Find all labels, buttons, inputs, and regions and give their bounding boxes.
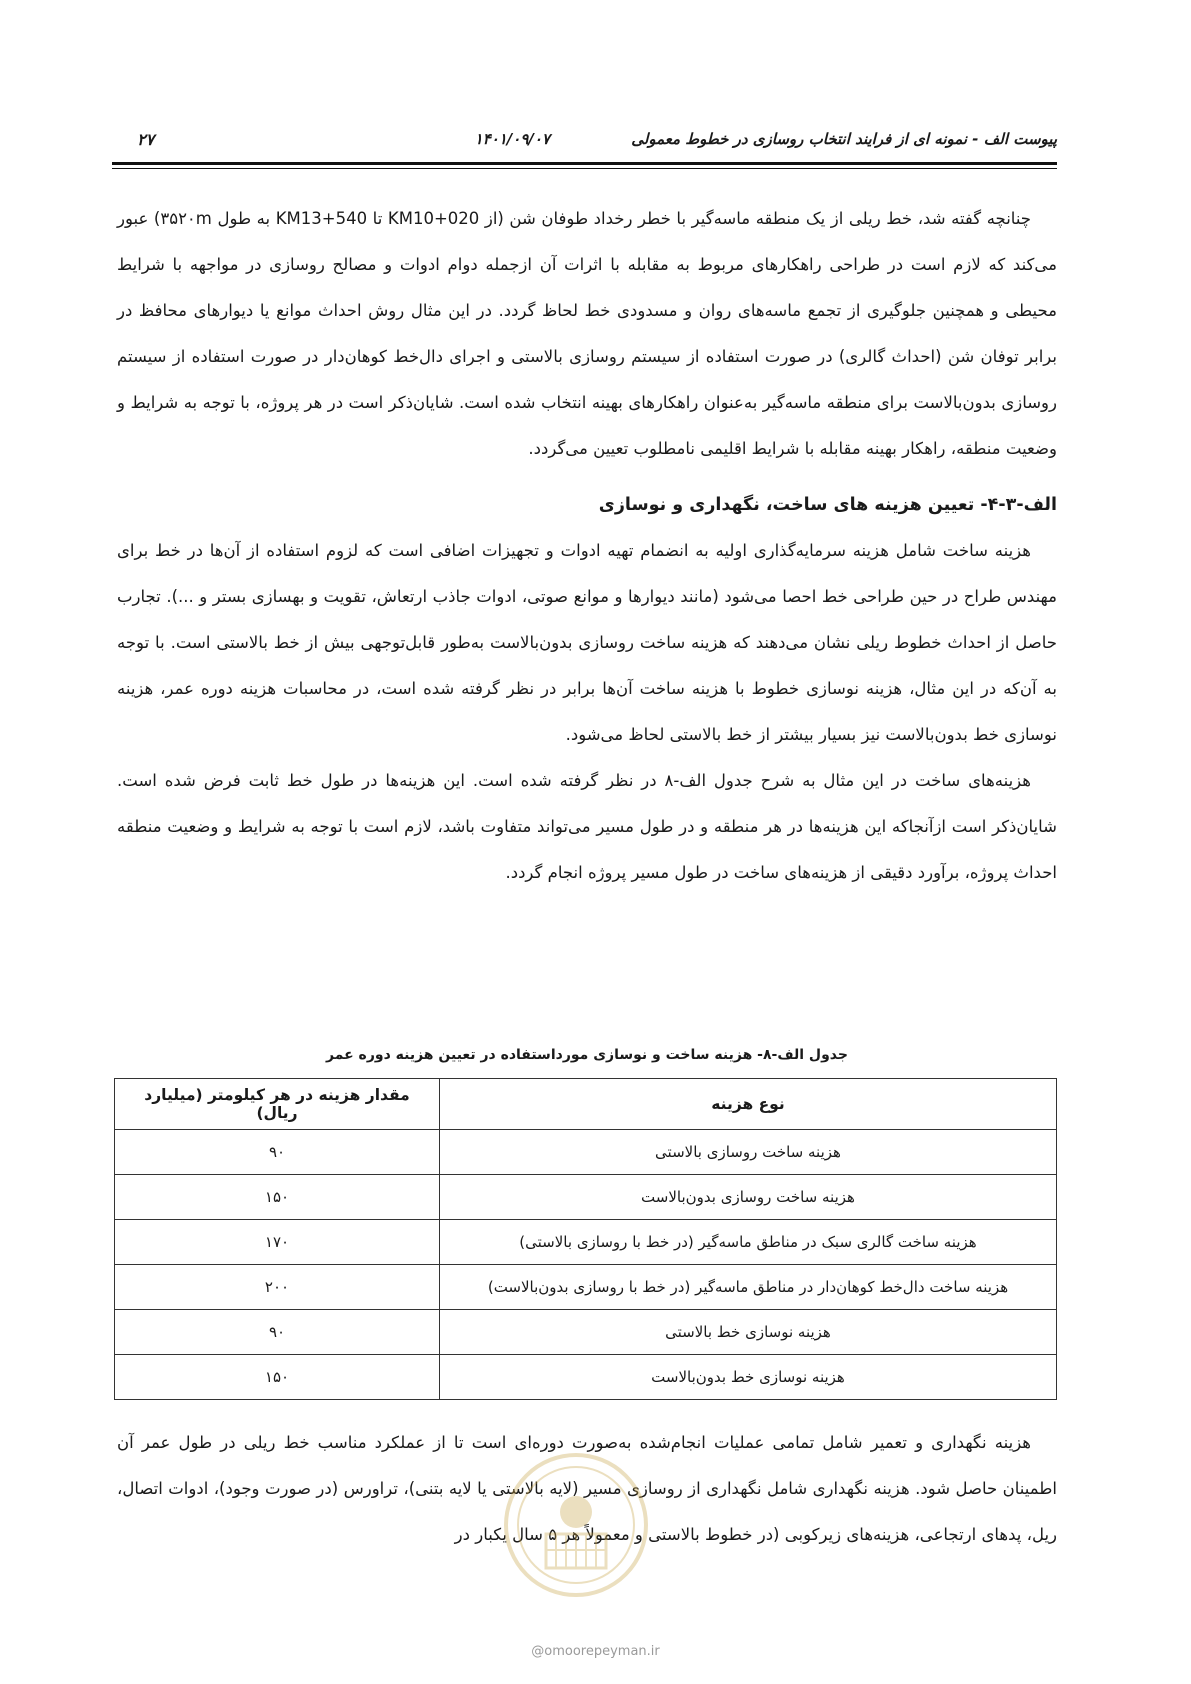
cost-table <box>114 1078 1057 1400</box>
table-row <box>115 1130 1057 1175</box>
column-header-type: نوع هزینه <box>440 1079 1057 1130</box>
cost-amount-cell: ۱۵۰ <box>115 1355 440 1400</box>
watermark-url: @omoorepeyman.ir <box>531 1644 660 1659</box>
cost-amount-cell: ۹۰ <box>115 1130 440 1175</box>
paragraph-cost-table-intro: هزینه‌های ساخت در این مثال به شرح جدول الف-۸ در نظر گرفته شده است. این هزینه‌ها در طول خط ثابت فرض شده است. شایان‌ذکر است ازآنجاکه این هزینه‌ها در هر منطقه و در طول مسیر می‌تواند متفاوت باشد، لازم است با توجه به شرایط و وضعیت منطقه احداث پروژه، برآورد دقیقی از هزینه‌های ساخت در طول مسیر پروژه انجام گردد. <box>117 771 1057 882</box>
seal-logo-icon <box>501 1450 651 1600</box>
paragraph-maintenance-cost: هزینه نگهداری و تعمیر شامل تمامی عملیات انجام‌شده به‌صورت دوره‌ای است تا از عملکرد مناسب خط ریلی در طول عمر آن اطمینان حاصل شود. هزینه نگهداری شامل نگهداری از روسازی مسیر (لایه بالاستی یا لایه بتنی)، تراورس (در صورت وجود)، ادوات اتصال، ریل، پدهای ارتجاعی، هزینه‌های زیرکوبی (در خطوط بالاستی و معمولاً هر ۵ سال یکبار در <box>117 1433 1057 1544</box>
header-date: ۱۴۰۱/۰۹/۰۷ <box>474 130 550 148</box>
page-number: ۲۷ <box>137 130 155 149</box>
table-row <box>115 1175 1057 1220</box>
cost-type-cell: هزینه نوسازی خط بالاستی <box>440 1310 1057 1355</box>
page-header <box>112 126 1057 156</box>
cost-amount-cell: ۱۷۰ <box>115 1220 440 1265</box>
cost-type-cell: هزینه ساخت روسازی بدون‌بالاست <box>440 1175 1057 1220</box>
header-rule-thick <box>112 162 1057 165</box>
body-content <box>117 196 1057 896</box>
cost-type-cell: هزینه ساخت روسازی بالاستی <box>440 1130 1057 1175</box>
cost-amount-cell: ۱۵۰ <box>115 1175 440 1220</box>
table-row <box>115 1265 1057 1310</box>
paragraph-construction-cost: هزینه ساخت شامل هزینه سرمایه‌گذاری اولیه به انضمام تهیه ادوات و تجهیزات اضافی است که لزوم استفاده از آن‌ها در خط برای مهندس طراح در حین طراحی خط احصا می‌شود (مانند دیوارها و موانع صوتی، ادوات جاذب ارتعاش، تقویت و بهسازی بستر و ...). تجارب حاصل از احداث خطوط ریلی نشان می‌دهند که هزینه ساخت روسازی بدون‌بالاست به‌طور قابل‌توجهی بیش از خط بالاستی است. با توجه به آن‌که در این مثال، هزینه نوسازی خطوط با هزینه ساخت آن‌ها برابر در نظر گرفته شده است، در محاسبات هزینه دوره عمر، هزینه نوسازی خط بدون‌بالاست نیز بسیار بیشتر از خط بالاستی لحاظ می‌شود. <box>117 541 1057 744</box>
table-row <box>115 1220 1057 1265</box>
cost-amount-cell: ۹۰ <box>115 1310 440 1355</box>
cost-type-cell: هزینه ساخت گالری سبک در مناطق ماسه‌گیر (در خط با روسازی بالاستی) <box>440 1220 1057 1265</box>
table-row <box>115 1310 1057 1355</box>
cost-type-cell: هزینه نوسازی خط بدون‌بالاست <box>440 1355 1057 1400</box>
header-rule-thin <box>112 168 1057 169</box>
table-header-row <box>115 1079 1057 1130</box>
cost-type-cell: هزینه ساخت دال‌خط کوهان‌دار در مناطق ماسه‌گیر (در خط با روسازی بدون‌بالاست) <box>440 1265 1057 1310</box>
section-heading: الف-۳-۴- تعیین هزینه های ساخت، نگهداری و نوسازی <box>598 495 1057 515</box>
paragraph-sand-zone: چنانچه گفته شد، خط ریلی از یک منطقه ماسه‌گیر با خطر رخداد طوفان شن (از KM10+020 تا KM13+540 به طول ۳۵۲۰m) عبور می‌کند که لازم است در طراحی راهکارهای مربوط به مقابله با اثرات آن ازجمله دوام ادوات و مصالح روسازی در مواجهه با شرایط محیطی و همچنین جلوگیری از تجمع ماسه‌های روان و مسدودی خط لحاظ گردد. در این مثال روش احداث موانع یا دیوارهای محافظ در برابر توفان شن (احداث گالری) در صورت استفاده از سیستم روسازی بالاستی و اجرای دال‌خط کوهان‌دار در صورت استفاده از سیستم روسازی بدون‌بالاست برای منطقه ماسه‌گیر به‌عنوان راهکارهای بهینه انتخاب شده است. شایان‌ذکر است در هر پروژه، با توجه به شرایط و وضعیت منطقه، راهکار بهینه مقابله با شرایط اقلیمی نامطلوب تعیین می‌گردد. <box>117 209 1057 458</box>
cost-amount-cell: ۲۰۰ <box>115 1265 440 1310</box>
header-title: پیوست الف - نمونه ای از فرایند انتخاب روسازی در خطوط معمولی <box>631 130 1057 148</box>
column-header-amount: مقدار هزینه در هر کیلومتر (میلیارد ریال) <box>115 1079 440 1130</box>
table-row <box>115 1355 1057 1400</box>
table-caption: جدول الف-۸- هزینه ساخت و نوسازی مورداستفاده در تعیین هزینه دوره عمر <box>326 1047 848 1063</box>
